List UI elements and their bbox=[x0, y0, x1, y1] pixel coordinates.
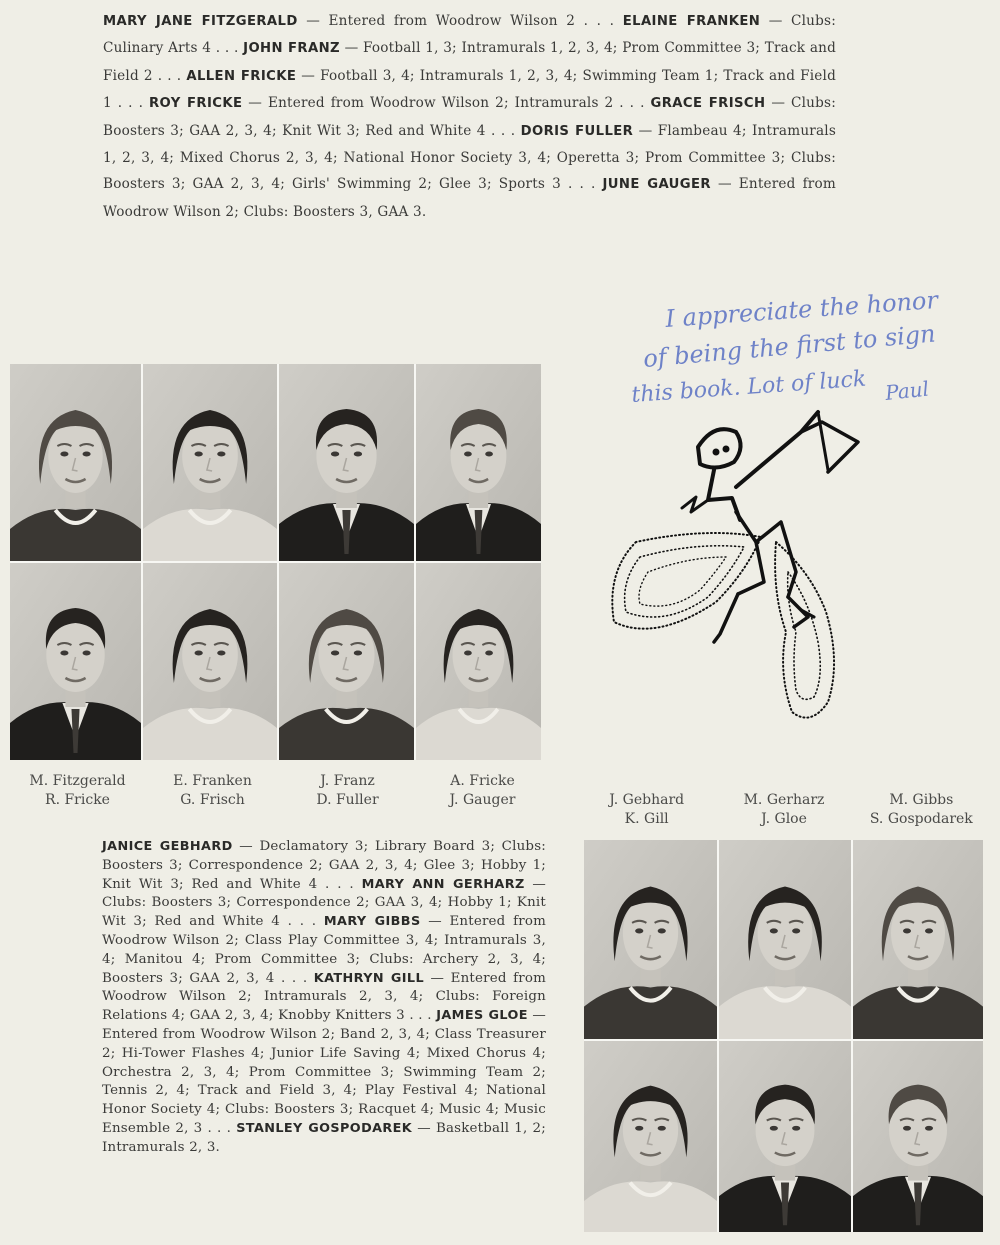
handwritten-note bbox=[631, 286, 941, 408]
photo-caption bbox=[10, 772, 145, 810]
student-activities: Entered from Woodrow Wilson 2; Intramurals 2 . . . bbox=[267, 95, 645, 112]
student-name: JOHN FRANZ bbox=[243, 41, 340, 57]
senior-bios-top: MARY JANE FITZGERALD — Entered from Woodrow Wilson 2 . . . ELAINE FRANKEN — Clubs: Culinary Arts 4 . . . JOHN FRANZ — Football 1, 3; Intramurals 1, 2, 3, 4; Prom Committee 3; Track and Field 2 . . . ALLEN FRICKE — Football 3, 4; Intramurals 1, 2, 3, 4; Swimming Team 1; Track and Field 1 . . . ROY FRICKE — Entered from Woodrow Wilson 2; Intramurals 2 . . . GRACE FRISCH — Clubs: Boosters 3; GAA 2, 3, 4; Knit Wit 3; Red and White 4 . . . DORIS FULLER — Flambeau 4; Intramurals 1, 2, 3, 4; Mixed Chorus 2, 3, 4; National Honor Society 3, 4; Operetta 3; Prom Committee 3; Clubs: Boosters 3; GAA 2, 3, 4; Girls' Swimming 2; Glee 3; Sports 3 . . . JUNE GAUGER — Entered from Woodrow Wilson 2; Clubs: Boosters 3, GAA 3. bbox=[103, 13, 837, 220]
student-portrait-photo bbox=[279, 364, 414, 561]
student-name: JAMES GLOE bbox=[436, 1008, 528, 1024]
handwritten-note-line: of being the first to sign bbox=[642, 319, 937, 373]
student-name: DORIS FULLER bbox=[520, 123, 634, 139]
caption-name: A. Fricke bbox=[450, 773, 515, 789]
student-activities: Football 3, 4; Intramurals 1, 2, 3, 4; Swimming Team 1; Track and Field 1 . . . bbox=[103, 67, 837, 112]
caption-name: M. Fitzgerald bbox=[29, 773, 126, 789]
caption-name: E. Franken bbox=[173, 773, 252, 789]
student-activities: Declamatory 3; Library Board 3; Clubs: Boosters 3; Correspondence 2; GAA 2, 3, 4; Glee 3; Hobby 1; Knit Wit 3; Red and White 4 . . . bbox=[102, 839, 546, 892]
student-activities: Flambeau 4; Intramurals 1, 2, 3, 4; Mixed Chorus 2, 3, 4; National Honor Society 3, 4; Operetta 3; Prom Committee 3; Clubs: Boosters 3; GAA 2, 3, 4; Girls' Swimming 2; Glee 3; Sports 3 . . . bbox=[103, 122, 836, 193]
student-activities: Entered from Woodrow Wilson 2; Clubs: Boosters 3, GAA 3. bbox=[103, 176, 836, 220]
student-portrait-photo bbox=[143, 563, 277, 760]
caption-name: G. Frisch bbox=[180, 792, 245, 808]
caption-name: J. Gauger bbox=[449, 792, 516, 808]
student-portrait-photo bbox=[10, 563, 141, 760]
student-activities: Entered from Woodrow Wilson 2; Class Play Committee 3, 4; Intramurals 3, 4; Manitou 4; Prom Committee 3; Clubs: Archery 2, 3, 4; Boosters 3; GAA 2, 3, 4 . . . bbox=[102, 914, 546, 986]
portrait-grid-right bbox=[584, 840, 983, 1232]
student-activities: Clubs: Culinary Arts 4 . . . bbox=[103, 13, 836, 57]
captions-right bbox=[578, 791, 990, 829]
student-portrait-photo bbox=[416, 364, 541, 561]
senior-bios-bottom: JANICE GEBHARD — Declamatory 3; Library Board 3; Clubs: Boosters 3; Correspondence 2; GAA 2, 3, 4; Glee 3; Hobby 1; Knit Wit 3; Red and White 4 . . . MARY ANN GERHARZ — Clubs: Boosters 3; Correspondence 2; GAA 3, 4; Hobby 1; Knit Wit 3; Red and White 4 . . . MARY GIBBS — Entered from Woodrow Wilson 2; Class Play Committee 3, 4; Intramurals 3, 4; Manitou 4; Prom Committee 3; Clubs: Archery 2, 3, 4; Boosters 3; GAA 2, 3, 4 . . . KATHRYN GILL — Entered from Woodrow Wilson 2; Intramurals 2, 3, 4; Clubs: Foreign Relations 4; GAA 2, 3, 4; Knobby Knitters 3 . . . JAMES GLOE — Entered from Woodrow Wilson 2; Band 2, 3, 4; Class Treasurer 2; Hi-Tower Flashes 4; Junior Life Saving 4; Mixed Chorus 4; Orchestra 2, 3, 4; Prom Committee 3; Swimming Team 2; Tennis 2, 4; Track and Field 3, 4; Play Festival 4; National Honor Society 4; Clubs: Boosters 3; Racquet 4; Music 4; Music Ensemble 2, 3 . . . STANLEY GOSPODAREK — Basketball 1, 2; Intramurals 2, 3. bbox=[102, 839, 546, 1155]
student-portrait-photo bbox=[853, 840, 983, 1039]
handwritten-note-line: I appreciate the honor bbox=[664, 286, 939, 333]
caption-name: R. Fricke bbox=[45, 792, 110, 808]
student-portrait-photo bbox=[584, 840, 717, 1039]
student-portrait-photo bbox=[416, 563, 541, 760]
caption-name: M. Gibbs bbox=[889, 792, 954, 808]
student-portrait-photo bbox=[853, 1041, 983, 1232]
caption-name: J. Franz bbox=[320, 773, 375, 789]
caption-name: S. Gospodarek bbox=[869, 811, 973, 827]
caption-name: K. Gill bbox=[624, 811, 669, 827]
caption-name: D. Fuller bbox=[316, 792, 379, 808]
student-activities: Entered from Woodrow Wilson 2; Band 2, 3, 4; Class Treasurer 2; Hi-Tower Flashes 4; Junior Life Saving 4; Mixed Chorus 4; Orchestra 2, 3, 4; Prom Committee 3; Swimming Team 2; Tennis 2, 4; Track and Field 3, 4; Play Festival 4; National Honor Society 4; Clubs: Boosters 3; Racquet 4; Music 4; Music Ensemble 2, 3 . . . bbox=[102, 1026, 546, 1136]
portrait-grid-left bbox=[10, 364, 541, 760]
caption-name: M. Gerharz bbox=[743, 792, 825, 808]
student-name: ELAINE FRANKEN bbox=[622, 14, 761, 29]
student-activities: Football 1, 3; Intramurals 1, 2, 3, 4; Prom Committee 3; Track and Field 2 . . . bbox=[103, 40, 836, 84]
student-name: ALLEN FRICKE bbox=[186, 68, 297, 84]
photo-caption bbox=[280, 772, 415, 810]
student-name: MARY JANE FITZGERALD bbox=[103, 14, 298, 29]
signature-doodle bbox=[596, 272, 986, 742]
student-name: MARY GIBBS bbox=[323, 914, 421, 930]
student-name: GRACE FRISCH bbox=[650, 96, 766, 112]
student-portrait-photo bbox=[719, 1041, 851, 1232]
student-name: STANLEY GOSPODAREK bbox=[236, 1120, 413, 1136]
sketch-figure-drawing bbox=[682, 412, 858, 642]
student-name: JUNE GAUGER bbox=[602, 177, 711, 193]
student-activities: Clubs: Boosters 3; Correspondence 2; GAA 3, 4; Hobby 1; Knit Wit 3; Red and White 4 . . . bbox=[102, 895, 546, 930]
student-activities: Clubs: Boosters 3; GAA 2, 3, 4; Knit Wit 3; Red and White 4 . . . bbox=[103, 95, 836, 139]
photo-caption bbox=[853, 791, 990, 829]
captions-left bbox=[10, 772, 550, 810]
student-name: KATHRYN GILL bbox=[313, 970, 425, 986]
photo-caption bbox=[145, 772, 280, 810]
student-name: ROY FRICKE bbox=[149, 96, 243, 112]
photo-caption bbox=[415, 772, 550, 810]
caption-name: J. Gloe bbox=[761, 811, 807, 827]
photo-caption bbox=[715, 791, 852, 829]
student-portrait-photo bbox=[719, 840, 851, 1039]
student-portrait-photo bbox=[279, 563, 414, 760]
student-activities: Entered from Woodrow Wilson 2 . . . bbox=[328, 13, 615, 29]
student-portrait-photo bbox=[10, 364, 141, 561]
photo-caption bbox=[578, 791, 715, 829]
caption-name: J. Gebhard bbox=[609, 792, 685, 808]
student-name: JANICE GEBHARD bbox=[102, 839, 233, 854]
student-portrait-photo bbox=[584, 1041, 717, 1232]
student-activities: Basketball 1, 2; Intramurals 2, 3. bbox=[102, 1120, 546, 1155]
handwritten-note-line: this book. Lot of luck bbox=[630, 366, 868, 408]
handwritten-note-signature: Paul bbox=[884, 376, 931, 405]
student-portrait-photo bbox=[143, 364, 277, 561]
student-activities: Entered from Woodrow Wilson 2; Intramurals 2, 3, 4; Clubs: Foreign Relations 4; GAA 2, 3, 4; Knobby Knitters 3 . . . bbox=[102, 970, 546, 1024]
student-name: MARY ANN GERHARZ bbox=[361, 876, 525, 892]
